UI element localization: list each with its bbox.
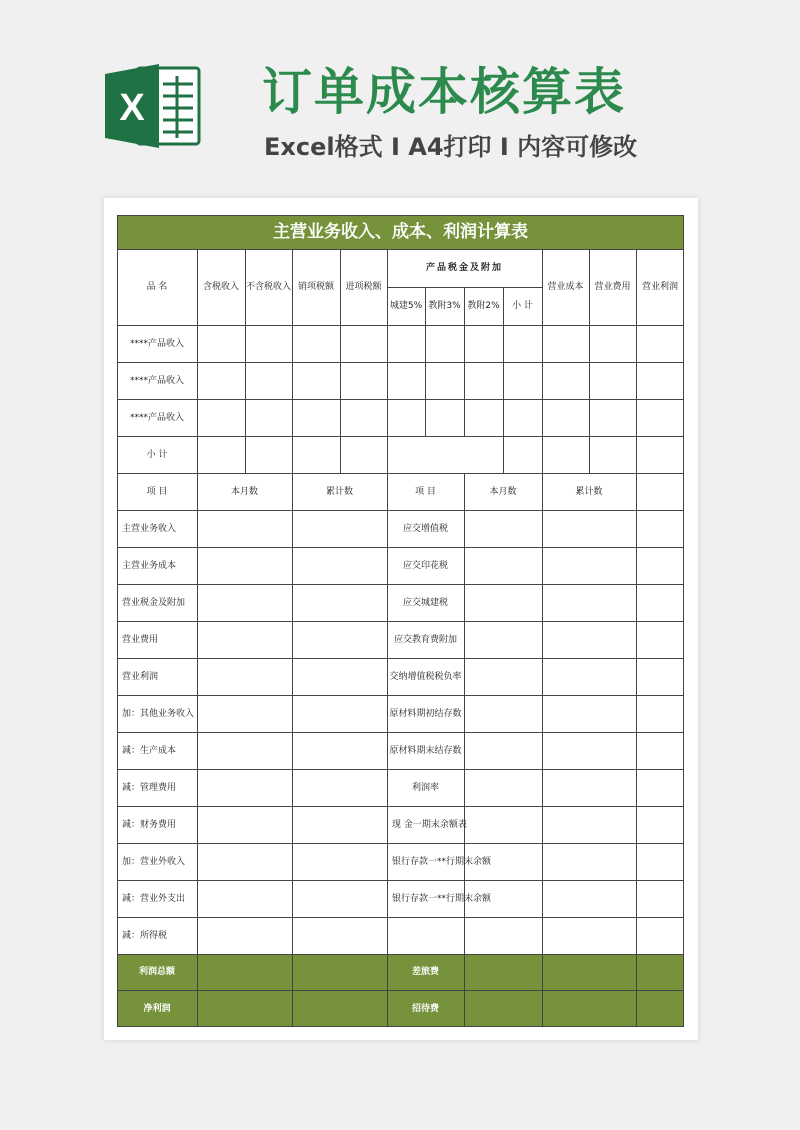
right-item-label: 应交增值税 (402, 523, 448, 534)
header-edu-2: 教附2% (467, 301, 500, 311)
header-surcharge-group: 产品税金及附加 (425, 263, 503, 273)
left-item-label: 减：管理费用 (122, 782, 177, 793)
excel-logo (103, 62, 203, 150)
left-item-label: 减：营业外支出 (122, 893, 186, 904)
left-item-label: 减：财务费用 (122, 819, 177, 830)
footer-total-profit: 利润总额 (138, 967, 175, 977)
left-item-label: 主营业务收入 (122, 523, 177, 534)
header-month-left: 本月数 (230, 486, 258, 497)
right-item-label: 利润率 (411, 782, 439, 793)
paper-sheet (104, 198, 698, 1040)
header-sales-tax: 销项税额 (297, 282, 334, 292)
left-item-label: 营业利润 (122, 671, 159, 682)
right-item-label: 银行存款一**行期末余额 (392, 856, 492, 867)
right-item-label: 应交城建税 (402, 597, 448, 608)
right-item-label: 银行存款一**行期末余额 (392, 893, 492, 904)
right-item-label: 应交教育费附加 (393, 634, 457, 645)
header-month-right: 本月数 (489, 486, 517, 497)
right-item-label: 原材料期初结存数 (389, 708, 462, 719)
left-item-label: 营业税金及附加 (122, 597, 186, 608)
left-item-label: 减：生产成本 (122, 745, 177, 756)
logo-letter: X (119, 87, 145, 129)
left-item-label: 营业费用 (122, 634, 159, 645)
page-subtitle: Excel格式 I A4打印 I 内容可修改 (264, 133, 638, 161)
header-business-profit: 营业利润 (641, 282, 678, 292)
left-item-label: 减：所得税 (122, 930, 168, 941)
header-cumulative-right: 累计数 (575, 486, 603, 497)
header-tax-incl-income: 含税收入 (202, 282, 239, 292)
right-item-label: 现 金一期末余额表 (392, 819, 467, 830)
header-city-tax: 城建5% (389, 301, 423, 311)
header-input-tax: 进项税额 (345, 282, 382, 292)
header-tax-excl-income: 不含税收入 (245, 282, 291, 292)
left-item-label: 主营业务成本 (122, 560, 177, 571)
product-subtotal-label: 小 计 (146, 449, 168, 460)
header-item-right: 项 目 (415, 486, 436, 497)
header-subtotal: 小 计 (512, 301, 533, 311)
left-item-label: 加：营业外收入 (122, 856, 186, 867)
footer-net-profit: 净利润 (143, 1003, 171, 1014)
left-item-label: 加：其他业务收入 (122, 708, 195, 719)
header-edu-3: 教附3% (428, 301, 461, 311)
footer-entertainment-expense: 招待费 (411, 1003, 439, 1014)
right-item-label (387, 917, 464, 954)
product-row-label: ****产品收入 (129, 338, 184, 349)
header-cumulative-left: 累计数 (325, 486, 353, 497)
header-business-cost: 营业成本 (547, 282, 584, 292)
right-item-label: 原材料期末结存数 (389, 745, 462, 756)
right-item-label: 应交印花税 (402, 560, 448, 571)
product-row-label: ****产品收入 (129, 375, 184, 386)
table-banner-title: 主营业务收入、成本、利润计算表 (273, 222, 528, 242)
header-product-name: 品 名 (146, 282, 168, 292)
right-item-label: 交纳增值税税负率 (389, 671, 462, 682)
header-business-expense: 营业费用 (594, 282, 631, 292)
product-row-label: ****产品收入 (129, 412, 184, 423)
header-item-left: 项 目 (146, 486, 168, 497)
page-title: 订单成本核算表 (262, 63, 626, 121)
footer-travel-expense: 差旅费 (411, 967, 439, 977)
